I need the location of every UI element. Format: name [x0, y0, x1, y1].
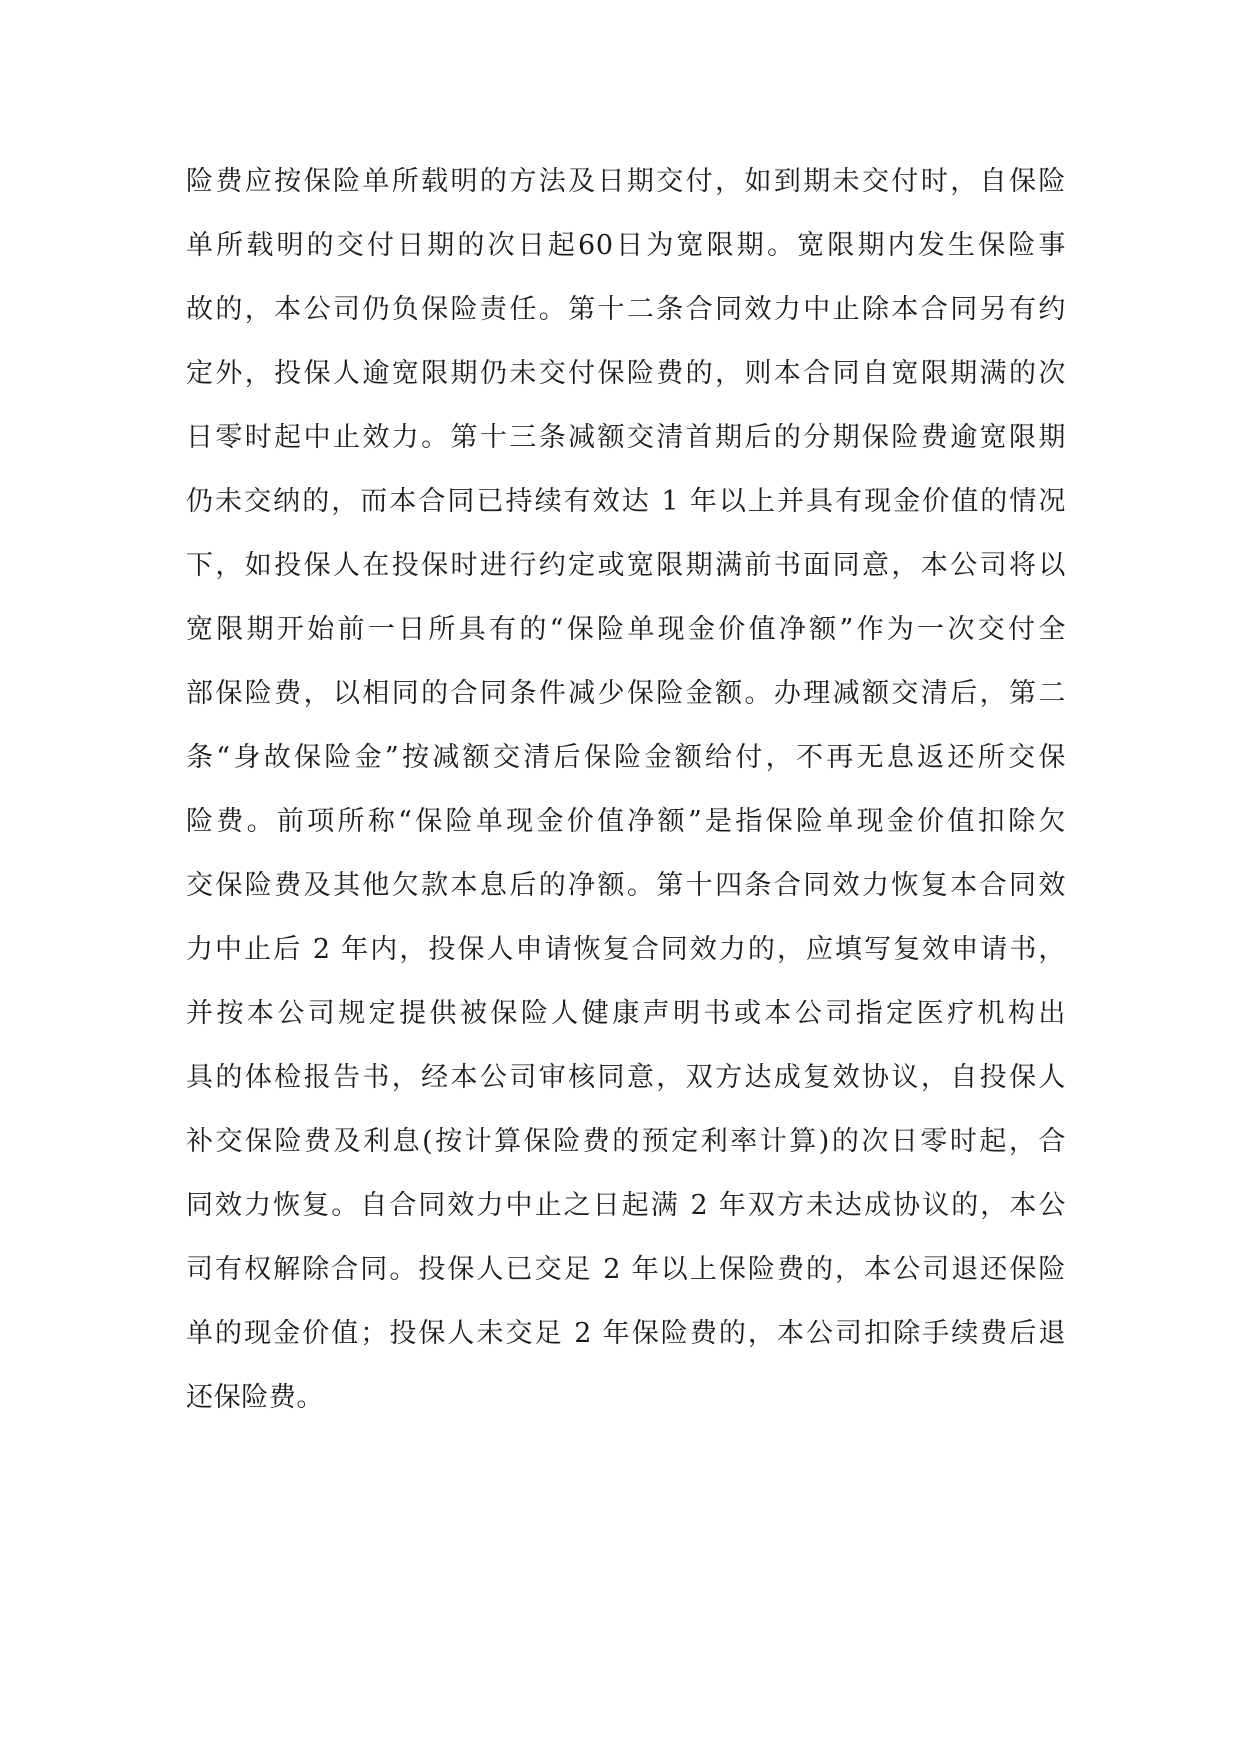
text-line: 仍未交纳的，而本合同已持续有效达 1 年以上并具有现金价值的情况 [186, 486, 1066, 517]
text-line: 力中止后 2 年内，投保人申请恢复合同效力的，应填写复效申请书， [186, 934, 1066, 965]
text-line: 条“身故保险金”按减额交清后保险金额给付，不再无息返还所交保 [186, 742, 1066, 773]
body-text [186, 162, 1066, 1442]
text-line: 故的，本公司仍负保险责任。第十二条合同效力中止除本合同另有约 [186, 294, 1066, 325]
text-line: 下，如投保人在投保时进行约定或宽限期满前书面同意，本公司将以 [186, 550, 1066, 581]
text-line: 并按本公司规定提供被保险人健康声明书或本公司指定医疗机构出 [186, 998, 1066, 1029]
text-line: 险费应按保险单所载明的方法及日期交付，如到期未交付时，自保险 [186, 166, 1066, 197]
text-line: 交保险费及其他欠款本息后的净额。第十四条合同效力恢复本合同效 [186, 870, 1066, 901]
text-line: 险费。前项所称“保险单现金价值净额”是指保险单现金价值扣除欠 [186, 806, 1066, 837]
text-line: 部保险费，以相同的合同条件减少保险金额。办理减额交清后，第二 [186, 678, 1066, 709]
text-line: 宽限期开始前一日所具有的“保险单现金价值净额”作为一次交付全 [186, 614, 1066, 645]
text-line: 日零时起中止效力。第十三条减额交清首期后的分期保险费逾宽限期 [186, 422, 1066, 453]
text-line: 司有权解除合同。投保人已交足 2 年以上保险费的，本公司退还保险 [186, 1254, 1066, 1285]
text-line: 单的现金价值；投保人未交足 2 年保险费的，本公司扣除手续费后退 [186, 1318, 1066, 1349]
text-line: 还保险费。 [186, 1382, 324, 1413]
text-line: 定外，投保人逾宽限期仍未交付保险费的，则本合同自宽限期满的次 [186, 358, 1066, 389]
text-line: 同效力恢复。自合同效力中止之日起满 2 年双方未达成协议的，本公 [186, 1190, 1066, 1221]
text-line: 单所载明的交付日期的次日起60日为宽限期。宽限期内发生保险事 [186, 230, 1066, 261]
text-line: 补交保险费及利息(按计算保险费的预定利率计算)的次日零时起，合 [186, 1126, 1066, 1157]
text-line: 具的体检报告书，经本公司审核同意，双方达成复效协议，自投保人 [186, 1062, 1066, 1093]
